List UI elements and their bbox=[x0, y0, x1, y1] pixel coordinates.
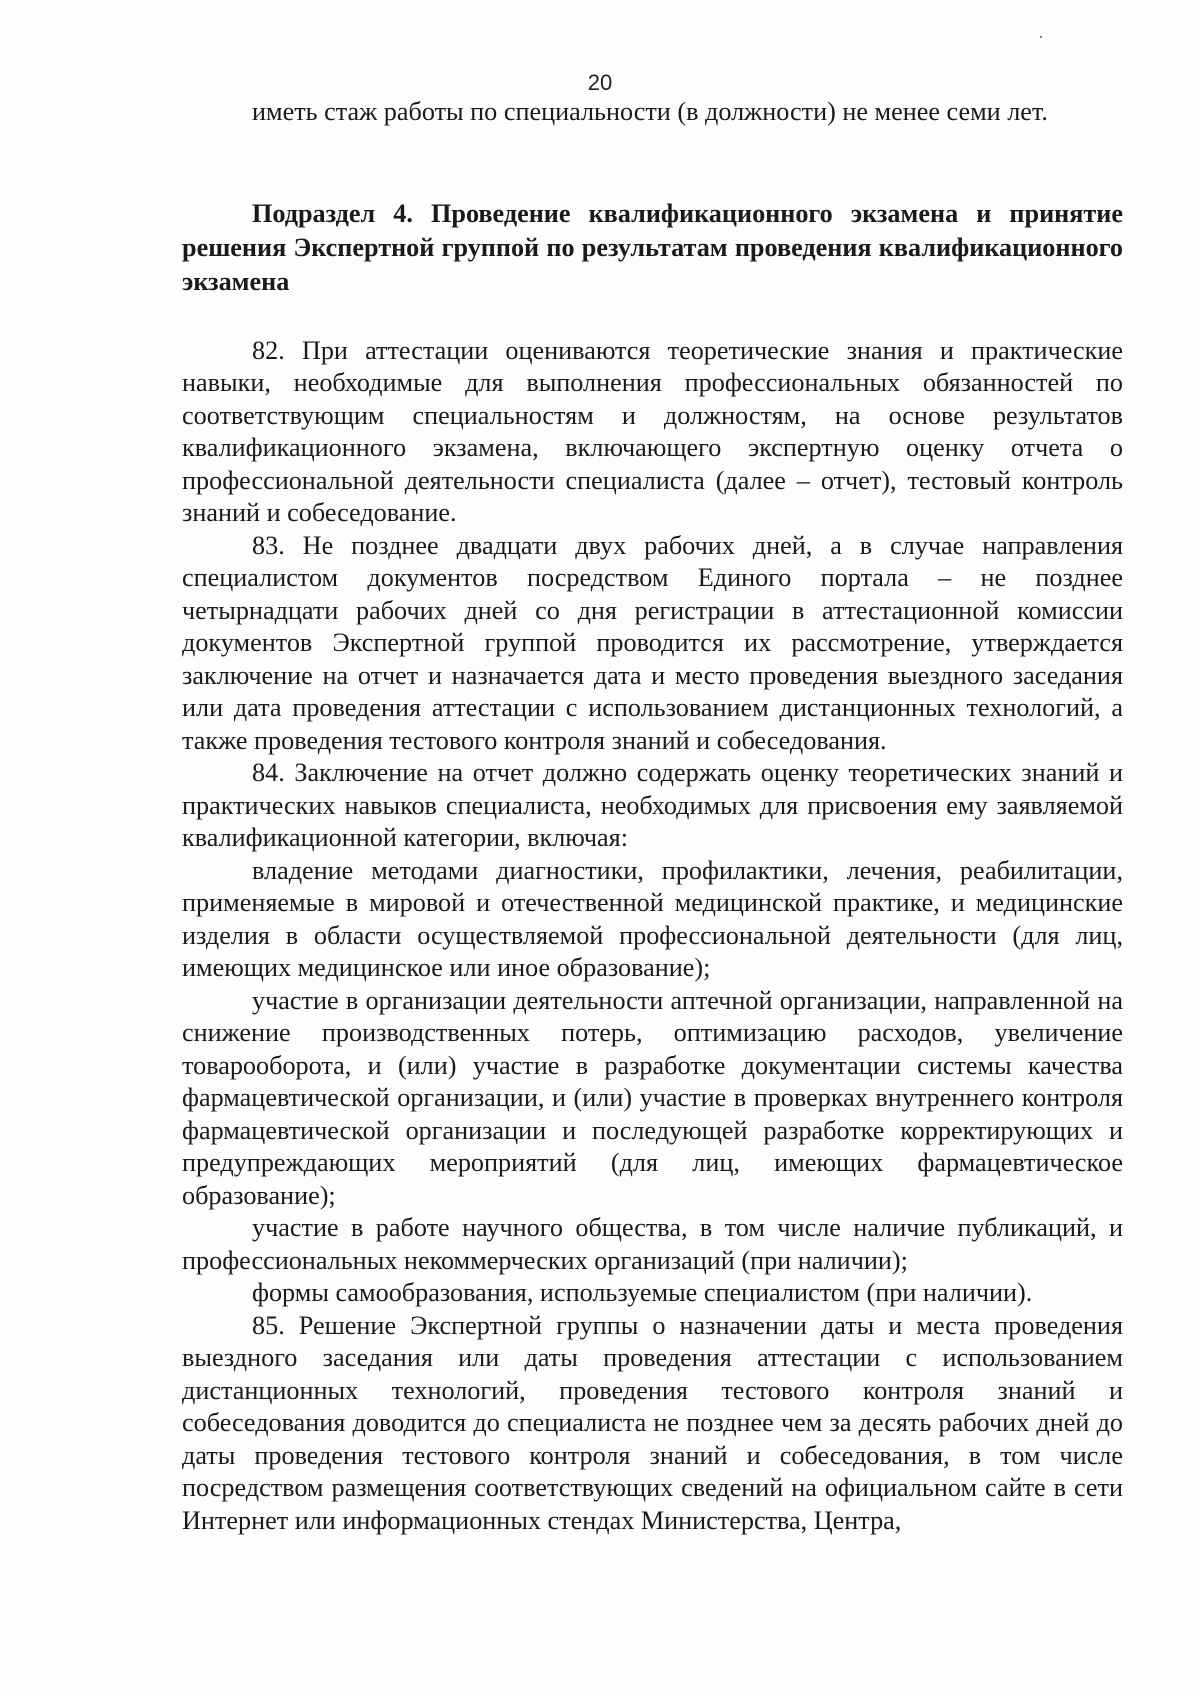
paragraph-84-item-2: участие в организации деятельности аптечной организации, направленной на снижение производственных потерь, оптимизацию расходов, увеличение товарооборота, и (или) участие в разработке документации системы качества фармацевтической организации, и (или) участие в проверках внутреннего контроля фармацевтической организации и последующей разработке корректирующих и предупреждающих мероприятий (для лиц, имеющих фармацевтическое образование); bbox=[182, 985, 1123, 1210]
paragraph-85: 85. Решение Экспертной группы о назначении даты и места проведения выездного заседания или даты проведения аттестации с использованием дистанционных технологий, проведения тестового контроля знаний и собеседования доводится до специалиста не позднее чем за десять рабочих дней до даты проведения тестового контроля знаний и собеседования, в том числе посредством размещения соответствующих сведений на официальном сайте в сети Интернет или информационных стендах Министерства, Центра, bbox=[182, 1310, 1123, 1535]
paragraph-84: 84. Заключение на отчет должно содержать оценку теоретических знаний и практических навыков специалиста, необходимых для присвоения ему заявляемой квалификационной категории, включая: bbox=[182, 758, 1123, 852]
paragraph-continuation: иметь стаж работы по специальности (в должности) не менее семи лет. bbox=[252, 97, 1048, 126]
paragraph-84-item-1: владение методами диагностики, профилактики, лечения, реабилитации, применяемые в мировой и отечественной медицинской практике, и медицинские изделия в области осуществляемой профессиональной деятельности (для лиц, имеющих медицинское или иное образование); bbox=[182, 855, 1123, 982]
paragraph-84-item-3: участие в работе научного общества, в том числе наличие публикаций, и профессиональных некоммерческих организаций (при наличии); bbox=[182, 1213, 1123, 1275]
paragraph-82: 82. При аттестации оцениваются теоретические знания и практические навыки, необходимые для выполнения профессиональных обязанностей по соответствующим специальностям и должностям, на основе результатов квалификационного экзамена, включающего экспертную оценку отчета о профессиональной деятельности специалиста (далее – отчет), тестовый контроль знаний и собеседование. bbox=[182, 335, 1123, 527]
document-body bbox=[182, 96, 1123, 1537]
paragraph-84-item-4: формы самообразования, используемые специалистом (при наличии). bbox=[252, 1278, 1033, 1307]
scan-speck bbox=[1040, 36, 1042, 38]
subsection-heading: Подраздел 4. Проведение квалификационного экзамена и принятие решения Экспертной группой по результатам проведения квалификационного экзамена bbox=[182, 198, 1123, 296]
page-number: 20 bbox=[587, 70, 613, 95]
paragraph-83: 83. Не позднее двадцати двух рабочих дней, а в случае направления специалистом документов посредством Единого портала – не позднее четырнадцати рабочих дней со дня регистрации в аттестационной комиссии документов Экспертной группой проводится их рассмотрение, утверждается заключение на отчет и назначается дата и место проведения выездного заседания или дата проведения аттестации с использованием дистанционных технологий, а также проведения тестового контроля знаний и собеседования. bbox=[182, 530, 1123, 755]
